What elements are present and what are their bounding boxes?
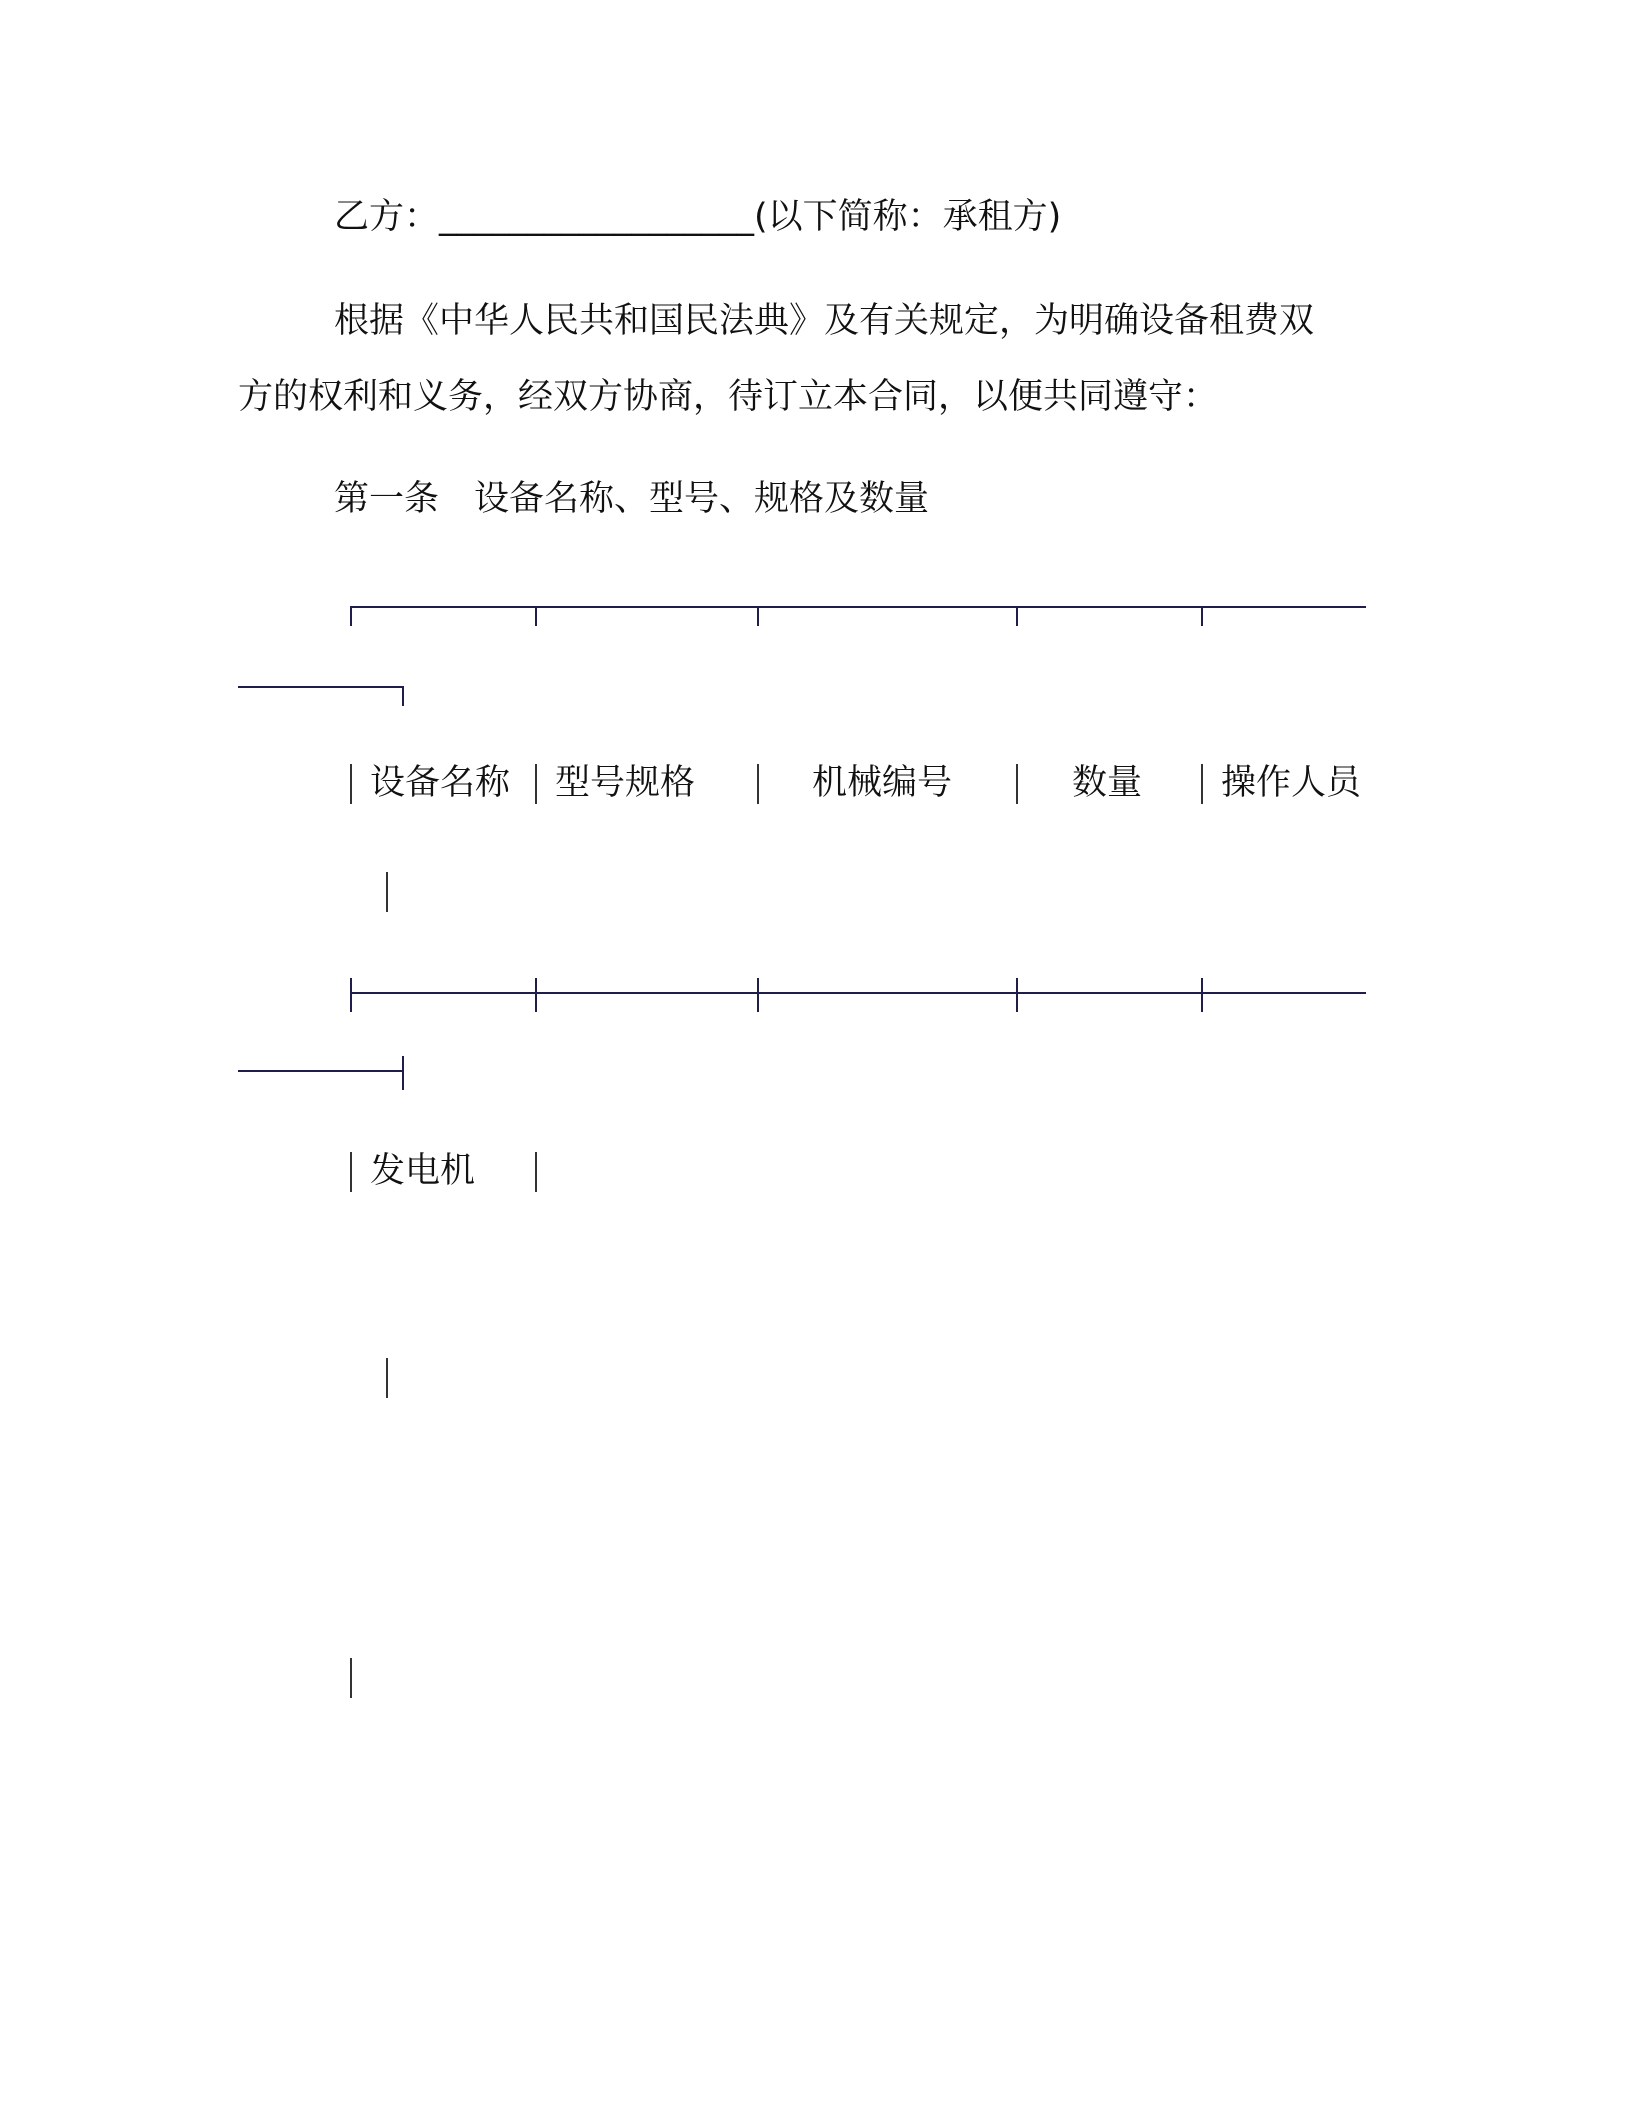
header-equipment-name: 设备名称 [370, 763, 511, 803]
article-1-heading: 第一条 设备名称、型号、规格及数量 [334, 479, 930, 519]
party-b-line: 乙方：__________________(以下简称：承租方) [334, 197, 1062, 237]
intro-line-1: 根据《中华人民共和国民法典》及有关规定，为明确设备租费双 [334, 301, 1315, 341]
row-equipment-name: 发电机 [370, 1151, 476, 1191]
header-machine-number: 机械编号 [812, 763, 953, 803]
intro-line-2: 方的权利和义务，经双方协商，待订立本合同，以便共同遵守： [238, 377, 1219, 417]
header-model-spec: 型号规格 [555, 763, 696, 803]
header-quantity: 数量 [1072, 763, 1143, 803]
header-operator: 操作人员 [1221, 763, 1362, 803]
